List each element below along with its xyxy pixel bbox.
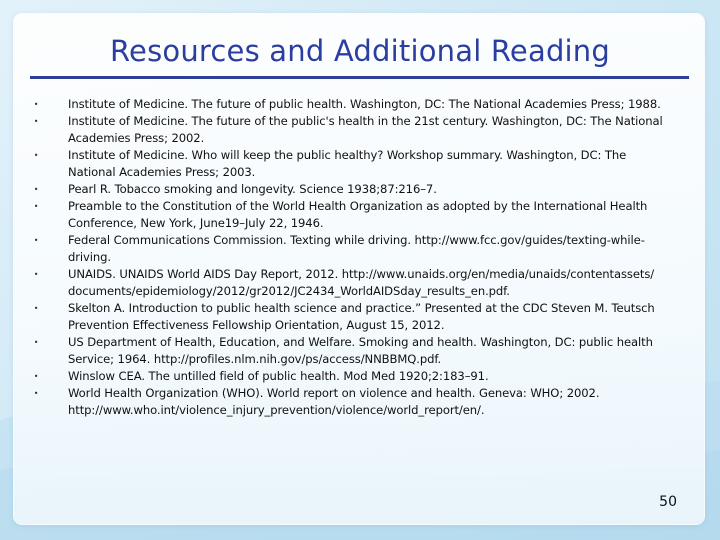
title-underline <box>30 76 689 79</box>
list-item <box>30 113 670 147</box>
reference-text: Pearl R. Tobacco smoking and longevity. Science 1938;87:216–7. <box>68 182 437 196</box>
reference-text: UNAIDS. UNAIDS World AIDS Day Report, 2012. http://www.unaids.org/en/media/unaids/contentassets/ documents/epidemiology/2012/gr2012/JC2434_WorldAIDSday_results_en.pdf. <box>68 267 655 298</box>
reference-text: Winslow CEA. The untilled field of public health. Mod Med 1920;2:183–91. <box>68 369 489 383</box>
reference-text: Preamble to the Constitution of the World Health Organization as adopted by the International Health Conference, New York, June19–July 22, 1946. <box>68 199 648 230</box>
reference-text: World Health Organization (WHO). World report on violence and health. Geneva: WHO; 2002. http://www.who.int/violence_injury_prevention/violence/world_report/en/. <box>68 386 600 417</box>
list-item <box>30 96 670 113</box>
reference-text: Skelton A. Introduction to public health science and practice.” Presented at the CDC Steven M. Teutsch Prevention Effectiveness Fellowship Orientation, August 15, 2012. <box>68 301 655 332</box>
bullet-icon: • <box>33 185 39 194</box>
list-item <box>30 385 670 419</box>
bullet-icon: • <box>33 338 39 347</box>
reference-text: Institute of Medicine. The future of the public's health in the 21st century. Washington, DC: The National Academies Press; 2002. <box>68 114 663 145</box>
bullet-icon: • <box>33 389 39 398</box>
list-item <box>30 266 670 300</box>
bullet-icon: • <box>33 236 39 245</box>
list-item <box>30 232 670 266</box>
list-item <box>30 147 670 181</box>
bullet-icon: • <box>33 270 39 279</box>
bullet-icon: • <box>33 151 39 160</box>
reference-list <box>30 96 670 419</box>
reference-text: Federal Communications Commission. Texting while driving. http://www.fcc.gov/guides/texting-while-driving. <box>68 233 645 264</box>
bullet-icon: • <box>33 372 39 381</box>
bullet-icon: • <box>33 117 39 126</box>
bullet-icon: • <box>33 304 39 313</box>
bullet-icon: • <box>33 100 39 109</box>
list-item <box>30 334 670 368</box>
list-item <box>30 198 670 232</box>
bullet-icon: • <box>33 202 39 211</box>
list-item <box>30 368 670 385</box>
reference-text: US Department of Health, Education, and Welfare. Smoking and health. Washington, DC: public health Service; 1964. http://profiles.nlm.nih.gov/ps/access/NNBBMQ.pdf. <box>68 335 653 366</box>
list-item <box>30 300 670 334</box>
reference-text: Institute of Medicine. Who will keep the public healthy? Workshop summary. Washington, DC: The National Academies Press; 2003. <box>68 148 627 179</box>
page-number: 50 <box>659 494 677 510</box>
reference-text: Institute of Medicine. The future of public health. Washington, DC: The National Academies Press; 1988. <box>68 97 661 111</box>
slide-title: Resources and Additional Reading <box>109 34 610 68</box>
list-item <box>30 181 670 198</box>
